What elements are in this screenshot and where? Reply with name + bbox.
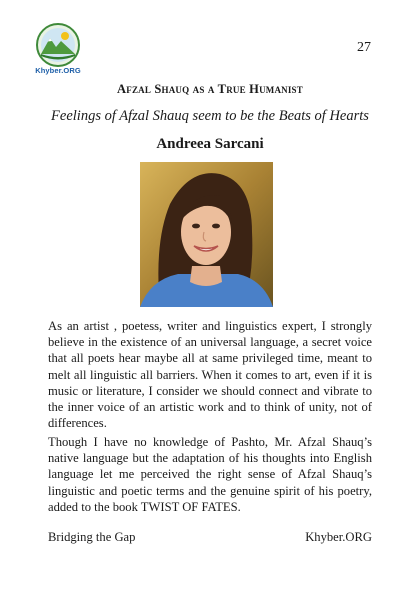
- article-subtitle: Feelings of Afzal Shauq seem to be the Beats of Hearts: [51, 108, 369, 124]
- author-photo: [140, 162, 273, 307]
- page-number: 27: [357, 40, 371, 55]
- logo-text: Khyber.ORG: [35, 66, 81, 75]
- footer-book-title: Bridging the Gap: [48, 530, 136, 544]
- footer-site: Khyber.ORG: [305, 530, 372, 544]
- article-title: Afzal Shauq as a True Humanist: [117, 82, 303, 96]
- author-name: Andreea Sarcani: [156, 136, 264, 152]
- paragraph-2: Though I have no knowledge of Pashto, Mr. Afzal Shauq’s native language but the adaptation of his thoughts into English language let me perceived the right sense of Afzal Shauq’s linguistic and poetic terms and the genuine spirit of his poetry, added to the book TWIST OF FATES.: [48, 435, 372, 514]
- paragraph-1: As an artist , poetess, writer and linguistics expert, I strongly believe in the existence of an universal language, a secret voice that all poets hear maybe all at same privileged time, meant to melt all linguistic all barriers. When it comes to art, even if it is music or literature, I consider we should connect and vibrate to the inner voice of an artistic work and to think of unity, not of differences.: [48, 319, 372, 431]
- portrait-image: [140, 162, 273, 307]
- mountain-logo-icon: [30, 22, 86, 68]
- khyber-logo: [30, 22, 86, 68]
